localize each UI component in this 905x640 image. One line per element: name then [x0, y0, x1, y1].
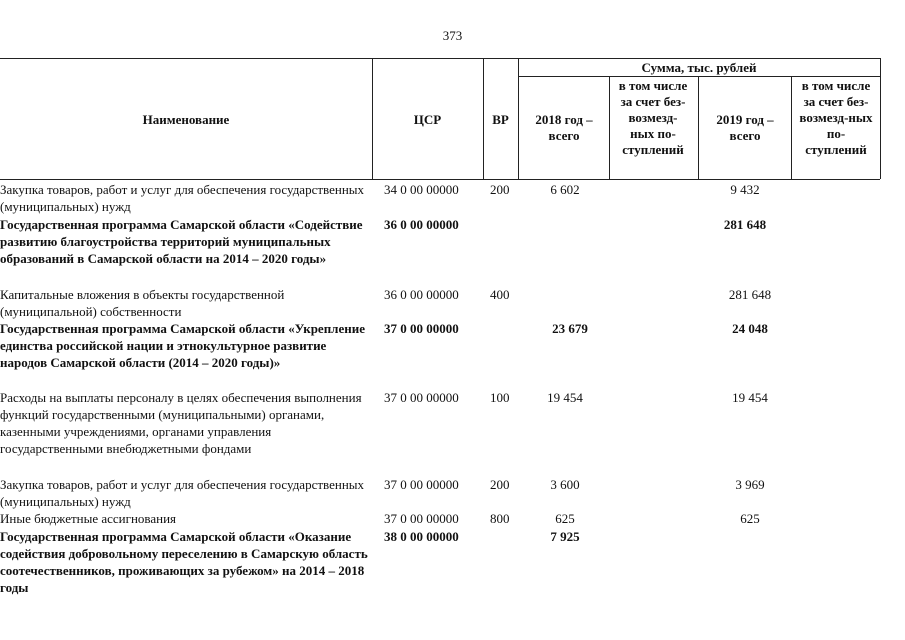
row-csr: 38 0 00 00000 [384, 529, 459, 544]
row-vr: 200 [490, 477, 510, 492]
row-2018: 3 600 [550, 477, 580, 492]
header-divider [698, 76, 699, 179]
header-csr: ЦСР [413, 112, 442, 127]
row-2019: 3 969 [735, 477, 765, 492]
row-vr: 200 [490, 182, 510, 197]
header-bottom-line [0, 179, 880, 180]
row-name: Капитальные вложения в объекты государственной (муниципальной) собственности [0, 287, 285, 319]
row-csr: 37 0 00 00000 [384, 511, 459, 526]
row-2018: 6 602 [550, 182, 580, 197]
row-name: Закупка товаров, работ и услуг для обеспечения государственных (муниципальных) нужд [0, 477, 365, 509]
row-vr: 400 [490, 287, 510, 302]
row-name: Государственная программа Самарской области «Укрепление единства российской нации и этнокультурное развитие народов Самарской области (2014 – 2020 годы)» [0, 321, 365, 370]
row-name: Расходы на выплаты персоналу в целях обеспечения выполнения функций государственными (муниципальными) органами, казенными учреждениями, органами управления государственными внебюджетными фондами [0, 390, 362, 456]
row-csr: 36 0 00 00000 [384, 217, 459, 232]
row-2018: 625 [555, 511, 575, 526]
header-2019-total: 2019 год – всего [716, 112, 774, 143]
page-number: 373 [442, 28, 463, 43]
sum-underline [518, 76, 880, 77]
header-sum: Сумма, тыс. рублей [641, 60, 757, 75]
row-2019: 281 648 [728, 287, 772, 302]
row-2019: 625 [740, 511, 760, 526]
row-name: Иные бюджетные ассигнования [0, 511, 177, 526]
row-2019: 19 454 [732, 390, 768, 405]
row-vr: 100 [490, 390, 510, 405]
row-2018: 19 454 [547, 390, 583, 405]
header-vr: ВР [492, 112, 509, 127]
row-2019: 281 648 [723, 217, 767, 232]
header-divider [791, 76, 792, 179]
header-2018-total: 2018 год – всего [535, 112, 593, 143]
header-divider [609, 76, 610, 179]
row-2019: 24 048 [732, 321, 768, 336]
row-csr: 36 0 00 00000 [384, 287, 459, 302]
row-csr: 34 0 00 00000 [384, 182, 459, 197]
row-vr: 800 [490, 511, 510, 526]
header-2019-grants: в том числе за счет без-возмезд-ных по-ступлений [799, 78, 873, 157]
header-top-line [0, 58, 880, 59]
row-name: Государственная программа Самарской области «Содействие развитию благоустройства территорий муниципальных образований в Самарской области на 2014 – 2020 годы» [0, 217, 363, 266]
row-csr: 37 0 00 00000 [384, 477, 459, 492]
row-csr: 37 0 00 00000 [384, 390, 459, 405]
row-name: Государственная программа Самарской области «Оказание содействия добровольному переселению в Самарскую область соотечественников, проживающих за рубежом» на 2014 – 2018 годы [0, 529, 368, 595]
header-divider [880, 58, 881, 179]
header-divider [518, 58, 519, 179]
row-csr: 37 0 00 00000 [384, 321, 459, 336]
row-2019: 9 432 [730, 182, 760, 197]
row-2018: 7 925 [550, 529, 580, 544]
row-2018: 23 679 [552, 321, 588, 336]
header-name: Наименование [142, 112, 230, 127]
header-2018-grants: в том числе за счет без-возмезд-ных по-ступлений [618, 78, 688, 157]
row-name: Закупка товаров, работ и услуг для обеспечения государственных (муниципальных) нужд [0, 182, 365, 214]
